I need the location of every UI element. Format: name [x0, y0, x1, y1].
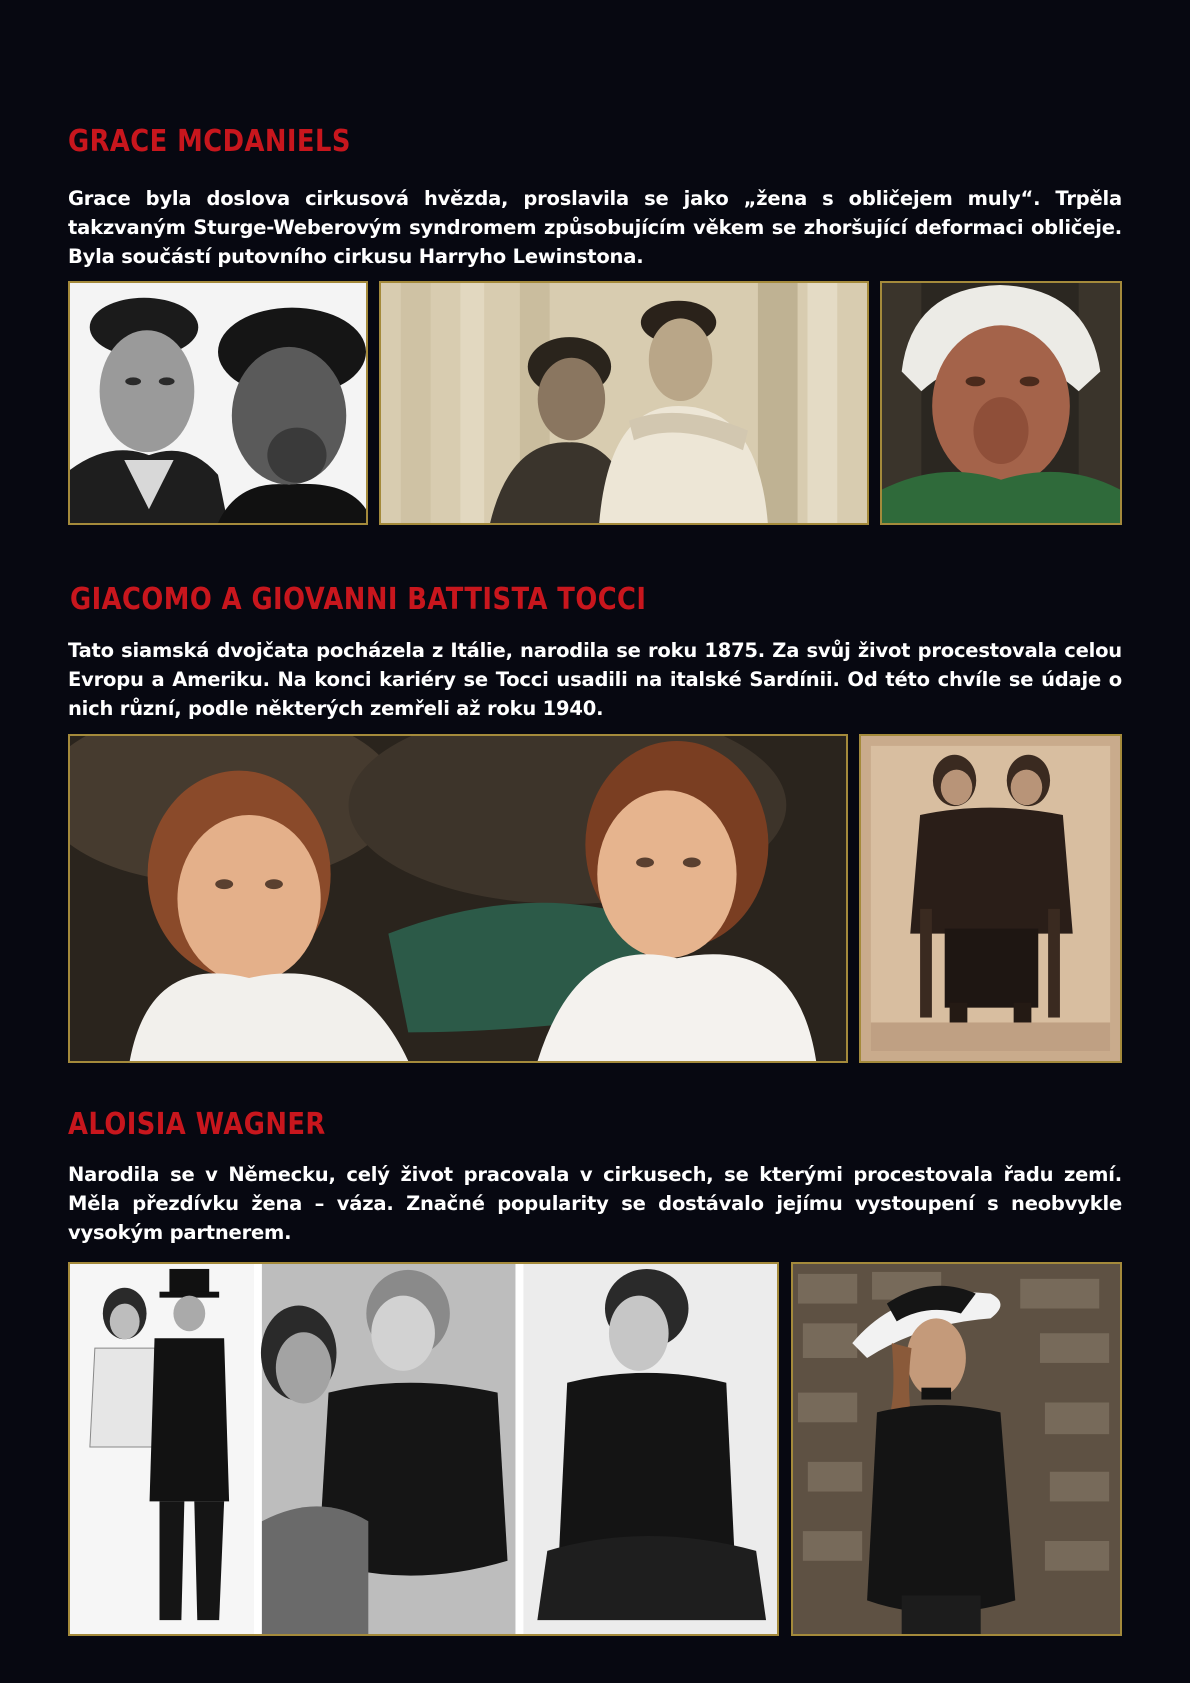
photo-aloisia-bw-collage	[68, 1262, 779, 1636]
section-text-tocci-twins: Tato siamská dvojčata pocházela z Itálie, narodila se roku 1875. Za svůj život procestovala celou Evropu a Ameriku. Na konci kariéry se Tocci usadili na italské Sardínii. Od této chvíle se údaje o nich různí, podle některých zemřeli až roku 1940.	[68, 639, 1122, 720]
photo-tocci-wax-figures	[68, 734, 848, 1063]
photo-tocci-vintage-card	[859, 734, 1122, 1063]
section-title-aloisia-wagner: ALOISIA WAGNER	[68, 1107, 326, 1142]
photo-grace-bw-portrait	[68, 281, 368, 525]
section-title-grace-mcdaniels: GRACE MCDANIELS	[68, 124, 351, 159]
section-text-grace-mcdaniels: Grace byla doslova cirkusová hvězda, proslavila se jako „žena s obličejem muly“. Trpěla takzvaným Sturge-Weberovým syndromem způsobujícím věkem se zhoršující deformaci obličeje. Byla součástí putovního cirkusu Harryho Lewinstona.	[68, 187, 1122, 268]
photo-grace-with-son-sepia	[379, 281, 869, 525]
photo-aloisia-wax-figure	[791, 1262, 1122, 1636]
section-text-aloisia-wagner: Narodila se v Německu, celý život pracovala v cirkusech, se kterými procestovala řadu zemí. Měla přezdívku žena – váza. Značné popularity se dostávalo jejímu vystoupení s neobvykle vysokým partnerem.	[68, 1163, 1122, 1244]
section-title-tocci-twins: GIACOMO A GIOVANNI BATTISTA TOCCI	[70, 582, 647, 617]
photo-grace-wax-figure	[880, 281, 1122, 525]
